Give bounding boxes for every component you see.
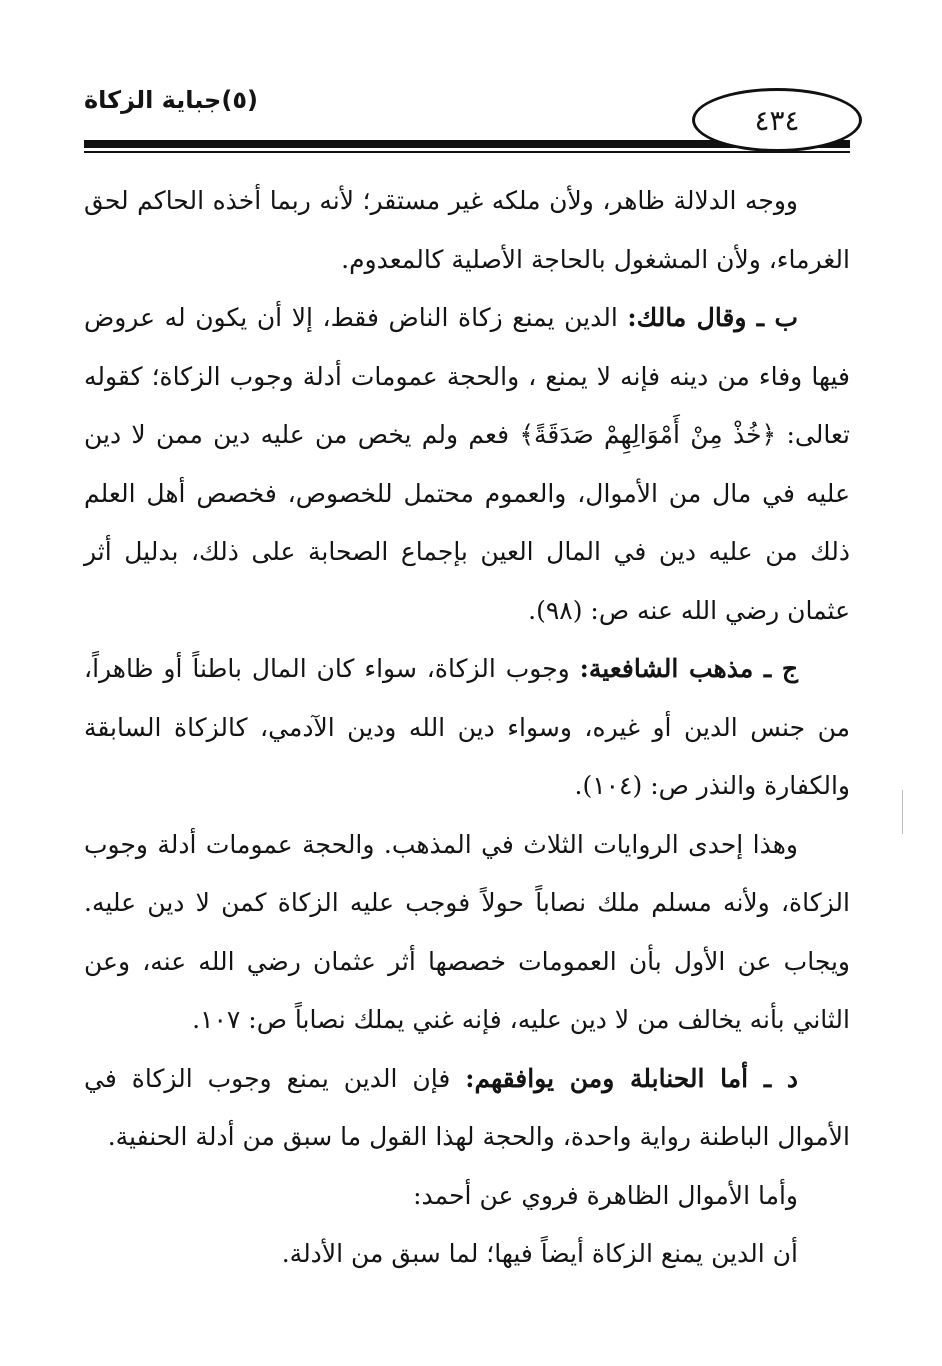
paragraph-visible-wealth bbox=[84, 1167, 850, 1226]
paragraph-shafii-evidence bbox=[84, 816, 850, 1050]
margin-mark bbox=[902, 790, 903, 834]
paragraph-first-narration bbox=[84, 1225, 850, 1284]
page-number-oval bbox=[692, 88, 862, 152]
paragraph-lead: ب ـ وقال مالك: bbox=[627, 303, 798, 332]
paragraph-text: وأما الأموال الظاهرة فروي عن أحمد: bbox=[413, 1180, 798, 1210]
paragraph-lead: ج ـ مذهب الشافعية: bbox=[579, 654, 798, 683]
paragraph-hanafi-reasoning bbox=[84, 172, 850, 289]
paragraph-text: الدين يمنع زكاة الناض فقط، إلا أن يكون له عروض فيها وفاء من دينه فإنه لا يمنع ، والحجة عمومات أدلة وجوب الزكاة؛ كقوله تعالى: ﴿خُذْ مِنْ أَمْوَالِهِمْ صَدَقَةً﴾ فعم ولم يخص من عليه دين ممن لا دين عليه في مال من الأموال، والعموم محتمل للخصوص، فخصص أهل العلم ذلك من عليه دين في المال العين بإجماع الصحابة على ذلك، بدليل أثر عثمان رضي الله عنه ص: (٩٨). bbox=[84, 303, 850, 625]
paragraph-text: ووجه الدلالة ظاهر، ولأن ملكه غير مستقر؛ لأنه ربما أخذه الحاكم لحق الغرماء، ولأن المشغول بالحاجة الأصلية كالمعدوم. bbox=[84, 186, 850, 274]
paragraph-maliki bbox=[84, 289, 850, 640]
page-header bbox=[84, 76, 850, 156]
running-title: (٥)جباية الزكاة bbox=[84, 86, 258, 114]
paragraph-lead: د ـ أما الحنابلة ومن يوافقهم: bbox=[465, 1063, 798, 1093]
page-number: ٤٣٤ bbox=[754, 103, 800, 137]
body-text bbox=[84, 172, 850, 1284]
paragraph-text: وهذا إحدى الروايات الثلاث في المذهب. والحجة عمومات أدلة وجوب الزكاة، ولأنه مسلم ملك نصاباً حولاً فوجب عليه الزكاة كمن لا دين عليه. ويجاب عن الأول بأن العمومات خصصها أثر عثمان رضي الله عنه، وعن الثاني بأنه يخالف من لا دين عليه، فإنه غني يملك نصاباً ص: ١٠٧. bbox=[84, 829, 850, 1034]
paragraph-shafii bbox=[84, 640, 850, 816]
header-rule-thin bbox=[84, 151, 850, 153]
paragraph-text: وجوب الزكاة، سواء كان المال باطناً أو ظاهراً، من جنس الدين أو غيره، وسواء دين الله ودين الآدمي، كالزكاة السابقة والكفارة والنذر ص: (١٠٤). bbox=[84, 654, 850, 800]
paragraph-text: فإن الدين يمنع وجوب الزكاة في الأموال الباطنة رواية واحدة، والحجة لهذا القول ما سبق من أدلة الحنفية. bbox=[84, 1063, 850, 1151]
paragraph-hanbali bbox=[84, 1050, 850, 1167]
paragraph-text: أن الدين يمنع الزكاة أيضاً فيها؛ لما سبق من الأدلة. bbox=[281, 1239, 798, 1268]
